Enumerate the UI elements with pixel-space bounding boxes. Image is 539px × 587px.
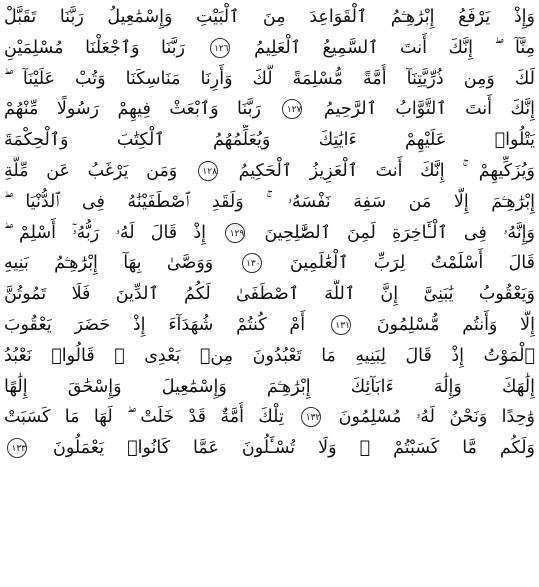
ayah-number-marker: ١٢٩ <box>225 223 245 243</box>
verse-text: وَمَن يَرْغَبُ عَن مِّلَّةِ <box>4 160 195 181</box>
ayah-number-marker: ١٣٢ <box>301 407 321 427</box>
verse-line <box>4 125 535 156</box>
verse-line <box>4 433 535 464</box>
verse-line <box>4 372 535 403</box>
verse-line <box>4 64 535 95</box>
verse-line <box>4 402 535 433</box>
verse-text: مِنَّآ ۖ إِنَّكَ أَنتَ ٱلسَّمِيعُ ٱلْعَلِيمُ <box>232 37 535 58</box>
ayah-number-marker: ١٣٣ <box>7 438 27 458</box>
verse-text: وَيُزَكِّيهِمْ ۚ إِنَّكَ أَنتَ ٱلْعَزِيزُ ٱلْحَكِيمُ <box>220 160 535 181</box>
ayah-number-marker: ١٣٠ <box>242 253 262 273</box>
verse-line <box>4 248 535 279</box>
verse-line <box>4 94 535 125</box>
ayah-number-marker: ١٢٧ <box>282 99 302 119</box>
ayah-number-marker: ١٢٨ <box>198 161 218 181</box>
verse-text: وَيَعْقُوبُ يَٰبَنِىَّ إِنَّ ٱللَّهَ ٱصْطَفَىٰ لَكُمُ ٱلدِّينَ فَلَا تَمُوتُنَّ <box>4 284 535 305</box>
ayah-number-marker: ١٣١ <box>331 315 351 335</box>
verse-text: وَلَكُم مَّا كَسَبْتُمْ ۖ وَلَا تُسْـَٔلُونَ عَمَّا كَانُوا۟ يَعْمَلُونَ <box>30 438 535 459</box>
verse-text: إِلَّا وَأَنتُم مُّسْلِمُونَ <box>353 314 535 335</box>
verse-text: رَبَّنَا وَٱجْعَلْنَا مُسْلِمَيْنِ <box>4 37 207 58</box>
verse-text: وَوَصَّىٰ بِهَآ إِبْرَٰهِـۧمُ بَنِيهِ <box>4 253 239 274</box>
verse-text: إِنَّكَ أَنتَ ٱلتَّوَّابُ ٱلرَّحِيمُ <box>305 99 535 120</box>
verse-text: لَكَ وَمِن ذُرِّيَّتِنَآ أُمَّةً مُّسْلِمَةً لَّكَ وَأَرِنَا مَنَاسِكَنَا وَتُبْ عَلَيْنَآ ۖ <box>4 68 535 89</box>
verse-line <box>4 156 535 187</box>
verse-line <box>4 2 535 33</box>
verse-text: رَبَّنَا وَٱبْعَثْ فِيهِمْ رَسُولًا مِّنْهُمْ <box>4 99 280 120</box>
verse-line <box>4 33 535 64</box>
verse-text: إِذْ قَالَ لَهُۥ رَبُّهُۥٓ أَسْلِمْ ۖ <box>4 222 223 243</box>
verse-text: إِلَٰهَكَ وَإِلَٰهَ ءَابَآئِكَ إِبْرَٰهِـۧمَ وَإِسْمَٰعِيلَ وَإِسْحَٰقَ إِلَٰهًا <box>4 376 535 397</box>
verse-text: تِلْكَ أُمَّةٌ قَدْ خَلَتْ ۖ لَهَا مَا كَسَبَتْ <box>4 407 299 428</box>
verse-line <box>4 279 535 310</box>
verse-text: وَإِذْ يَرْفَعُ إِبْرَٰهِـۧمُ ٱلْقَوَاعِدَ مِنَ ٱلْبَيْتِ وَإِسْمَٰعِيلُ رَبَّنَا تَقَبَّلْ <box>4 7 535 27</box>
verse-text: وَإِنَّهُۥ فِى ٱلْـَٔاخِرَةِ لَمِنَ ٱلصَّٰلِحِينَ <box>248 222 535 243</box>
verse-text: أَمْ كُنتُمْ شُهَدَآءَ إِذْ حَضَرَ يَعْقُوبَ <box>4 314 328 335</box>
verse-line <box>4 218 535 249</box>
verse-line <box>4 187 535 218</box>
verse-text: إِبْرَٰهِـۧمَ إِلَّا مَن سَفِهَ نَفْسَهُۥ ۚ وَلَقَدِ ٱصْطَفَيْنَٰهُ فِى ٱلدُّنْيَا ۖ <box>4 191 535 212</box>
verse-text: قَالَ أَسْلَمْتُ لِرَبِّ ٱلْعَٰلَمِينَ <box>264 253 535 274</box>
verse-text: ٱلْمَوْتُ إِذْ قَالَ لِبَنِيهِ مَا تَعْبُدُونَ مِنۢ بَعْدِى ۖ قَالُوا۟ نَعْبُدُ <box>4 345 535 366</box>
ayah-number-marker: ١٢٦ <box>210 38 230 58</box>
verse-line <box>4 310 535 341</box>
verse-text: وَٰحِدًا وَنَحْنُ لَهُۥ مُسْلِمُونَ <box>324 407 535 428</box>
verse-text: يَتْلُوا۟ عَلَيْهِمْ ءَايَٰتِكَ وَيُعَلِّمُهُمُ ٱلْكِتَٰبَ وَٱلْحِكْمَةَ <box>4 130 535 151</box>
verse-line <box>4 341 535 372</box>
